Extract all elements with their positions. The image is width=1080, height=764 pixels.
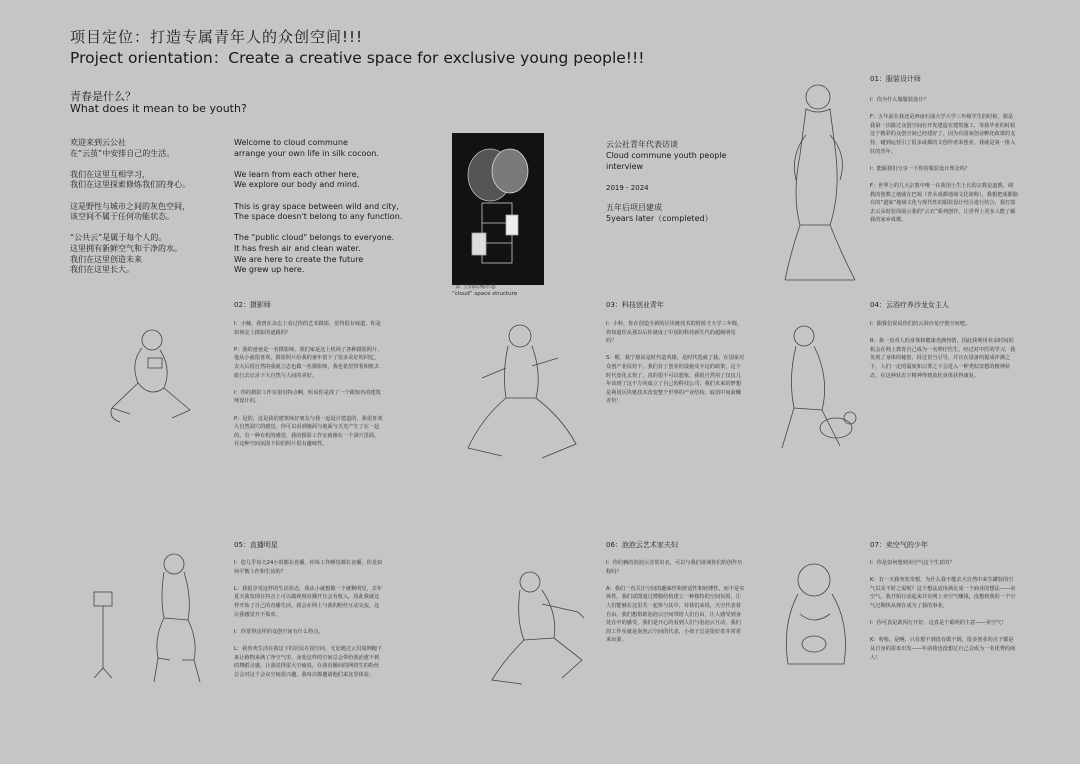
structure-caption-cn: “云”空间结构示意 [452,284,497,290]
youth-interview-later-cn: 五年后项目建成 [606,203,662,212]
cloud-structure-drawing [452,133,544,285]
youth-interview-years: 2019 - 2024 [606,184,649,192]
interview-05-body: I：您几乎每天24小时都在直播，你每工作睡觉都在直播，你是如何平衡工作和生活的？ L：我很享受这样的生活状态，我从小就想做一个就剩明星，去年夏天我发现在抖音上可以做视频直播开且会有收入，因此我就这样开始了自己的直播生活，我会在网上与我的粉丝互动交流，这让我感觉并不孤单。 I：你觉得这样的众创空间有什么特点。 L：我喜欢生活在我这下的居民在园空间，无论遇过云贝闻则跑下来让植物来满了净空气里，身处这样的空间总会带给我治愈不到的舞蹈灵感，让我觉得雷大空疲说，在我直播间的网络生的粉丝总会对这个会议空间很兴趣，我每次都邀请他们来这里体验。 [234,560,383,678]
air-seller-sketch [770,554,860,684]
youth-interview-later-en: 5years later（completed） [606,214,713,223]
fashion-designer-sketch [770,75,865,290]
interview-07-title: 07：卖空气的少年 [870,541,928,549]
question-cn: 青春是什么？ [70,90,136,103]
interview-02-body: I：小楠，我曾在杂志上看过你的艺术摄影，觉得很有味道，你是如何走上摄影的道路的？ P：我的爸爸是一名摄影师，我们家是这上机场了各种摄影照片，他从小就很喜欢，摄影照片给我的童年留下了很多美好的回忆，去大后很自然的我就立志也做一名摄影师，我也希望带着相机去旅行去记录下大自然与人间的美好。 I：你的摄影工作室很有特点啊，听说你是找了一个跟知名的建筑师设计的。 P：是的，这是我的建筑师好朋友与我一起设计建造的，我很喜欢大自然洞穴的感觉，你可以看到墙面与地面与天光产生了在一起的，有一种有机的感觉，我的摄影工作室就像在一个洞穴里面，在这种空间氛围下拍的照片很有趣味性。 [234,321,383,448]
youth-interview-title-en: Cloud commune youth people interview [606,151,727,171]
spa-hostess-sketch [764,318,864,458]
interview-05-title: 05：直播明星 [234,541,278,549]
interview-06-body: I：你们俩的泡泡云非常出名，可以与我们谈谈你们的创作历程吗？ A：我们一直关注空间的趣味性和舒适性和轻薄性，而不是实体性，我们试图通过薄膜结构建立一种独特的空间氛围，让人们能够在这里共一起参与其中，对我们来说，天空代表着自由，我们想借助泡泡云空间带给人们自由，让人感受到身处在中的感受，我们是开心的看到人们与泡泡云互动，我们的工作室就是泡泡云空间的代表，小孩子总是很好奇并常常来玩耍。 [606,560,745,644]
photographer-sketch [100,318,200,428]
page-title-en: Project orientation：Create a creative space for exclusive young people!!! [70,49,645,67]
intro-text-cn: 欢迎来到云公社 在“云茧”中安排自己的生活。 我们在这里互相学习， 我们在这里探索修炼我们的身心。 这是野性与城市之间的灰色空间， 该空间不属于任何功能状态。 “公共云”是属于每个人的。 这里拥有新鲜空气和干净的水。 我们在这里创造未来 我们在这里长大。 [70,138,190,275]
youth-interview-title-cn: 云公社青年代表访谈 [606,140,678,149]
interview-06-title: 06：泡泡云艺术家夫妇 [606,541,678,549]
intro-text-en: Welcome to cloud commune arrange your own life in silk cocoon. We learn from each other here, We explore our body and mind. This is gray space between wild and city, The space doesn't belong to any function. The "public cloud" belongs to everyone. It has fresh air and clean water. We are here to create the future We grew up here. [234,138,403,275]
interview-04-body: I：跟我们说说你们的云浴沙龙疗愈空间吧。 R：我一直对人的身体和健康充满热情，因此我利用业余时间的机会在网上教育自己成为一名理疗医生，经过对中医的学习，我发现了身体的秘密，持过语当引导，并且在设备的提成评测之下，人们一定的温度和云雾之下会进入一种类似冥想的精神状态，在这种状态下精神得到放松身体获得康复。 [870,321,1016,379]
interview-04-title: 04：云浴疗养沙龙女主人 [870,301,949,309]
live-streamer-sketch [84,548,214,688]
tech-entrepreneur-sketch [462,318,582,468]
interview-03-body: I：小科，你在创造全新的区块链技术的时候才大学三年级，你知道你从那以后你就成了中国的科技新生代的超级明星吗？ S：嗯，我宁愿说是时代造英雄，是时代选就了我，在国家对众创产业扶持下，我们有了创业的设施及丰这的政策，这个时代变化太快了，真的很不可以想象，我很自然用了仅仅几年该到了这不方向成立了自己的科技公司，我们未来的梦想是利用区块链技术改变整个世界的产业结构，取消中间商赚差价！ [606,321,745,405]
interview-07-body: I：你是如何想到卖空气这个生意的？ K：有一天我突发奇想，为什么我不能去大自然中来生罐装的空气以及不时之需呢？这个想法适用满足成一个商业的想法——卖空气，我开始行动起来并在网上卖空气赚钱，没想到我的一个空气过期快从现在成为了我的事业。 I：你可真是敢闯行开好，这真是个聪明的主意——卖空气！ K：哈哈，是啊，只有想不到没有做不到，很多创业的点子都是从自身的需求出发——年前我也没想过自己会成为一名优秀的商人！ [870,560,1016,661]
interview-01-body: I：你为什么做服装设计？ F：五年前在我还是西南石油大学大学三年级学生的时候，那是我第一次路过众创空间在开发建造在建筑施工，等我毕业的时候这个精彩的众创空间已经建好了。因为有国家创业孵化政策的支持，碰到运营引了很多或都的文创作者来创业，我就是第一批入驻的青年。 I：能跟我们分享一下你的服装设计理念吗？ F：世界上的几大宗教中唯一在我国土生土长的宗教是道教，调教的创教之地就在巴蜀（青永成都地域文化简称），我想把成都独有的“道家”地域文化与现代性的服装设计结合进行结合，我打算去云朵时装周展示我的“云衣”系列创作，让世界上更多人能了解我的家乡成都。 [870,97,1018,224]
interview-01-title: 01：服装设计师 [870,75,921,83]
question-en: What does it mean to be youth? [70,102,247,115]
cloud-structure-image [452,133,544,285]
bubble-artist-sketch [482,560,592,690]
interview-02-title: 02：摄影师 [234,301,271,309]
interview-03-title: 03：科技创业青年 [606,301,664,309]
page-title-cn: 项目定位：打造专属青年人的众创空间!!! [70,28,364,46]
structure-caption-en: “cloud” space structure [452,291,518,297]
